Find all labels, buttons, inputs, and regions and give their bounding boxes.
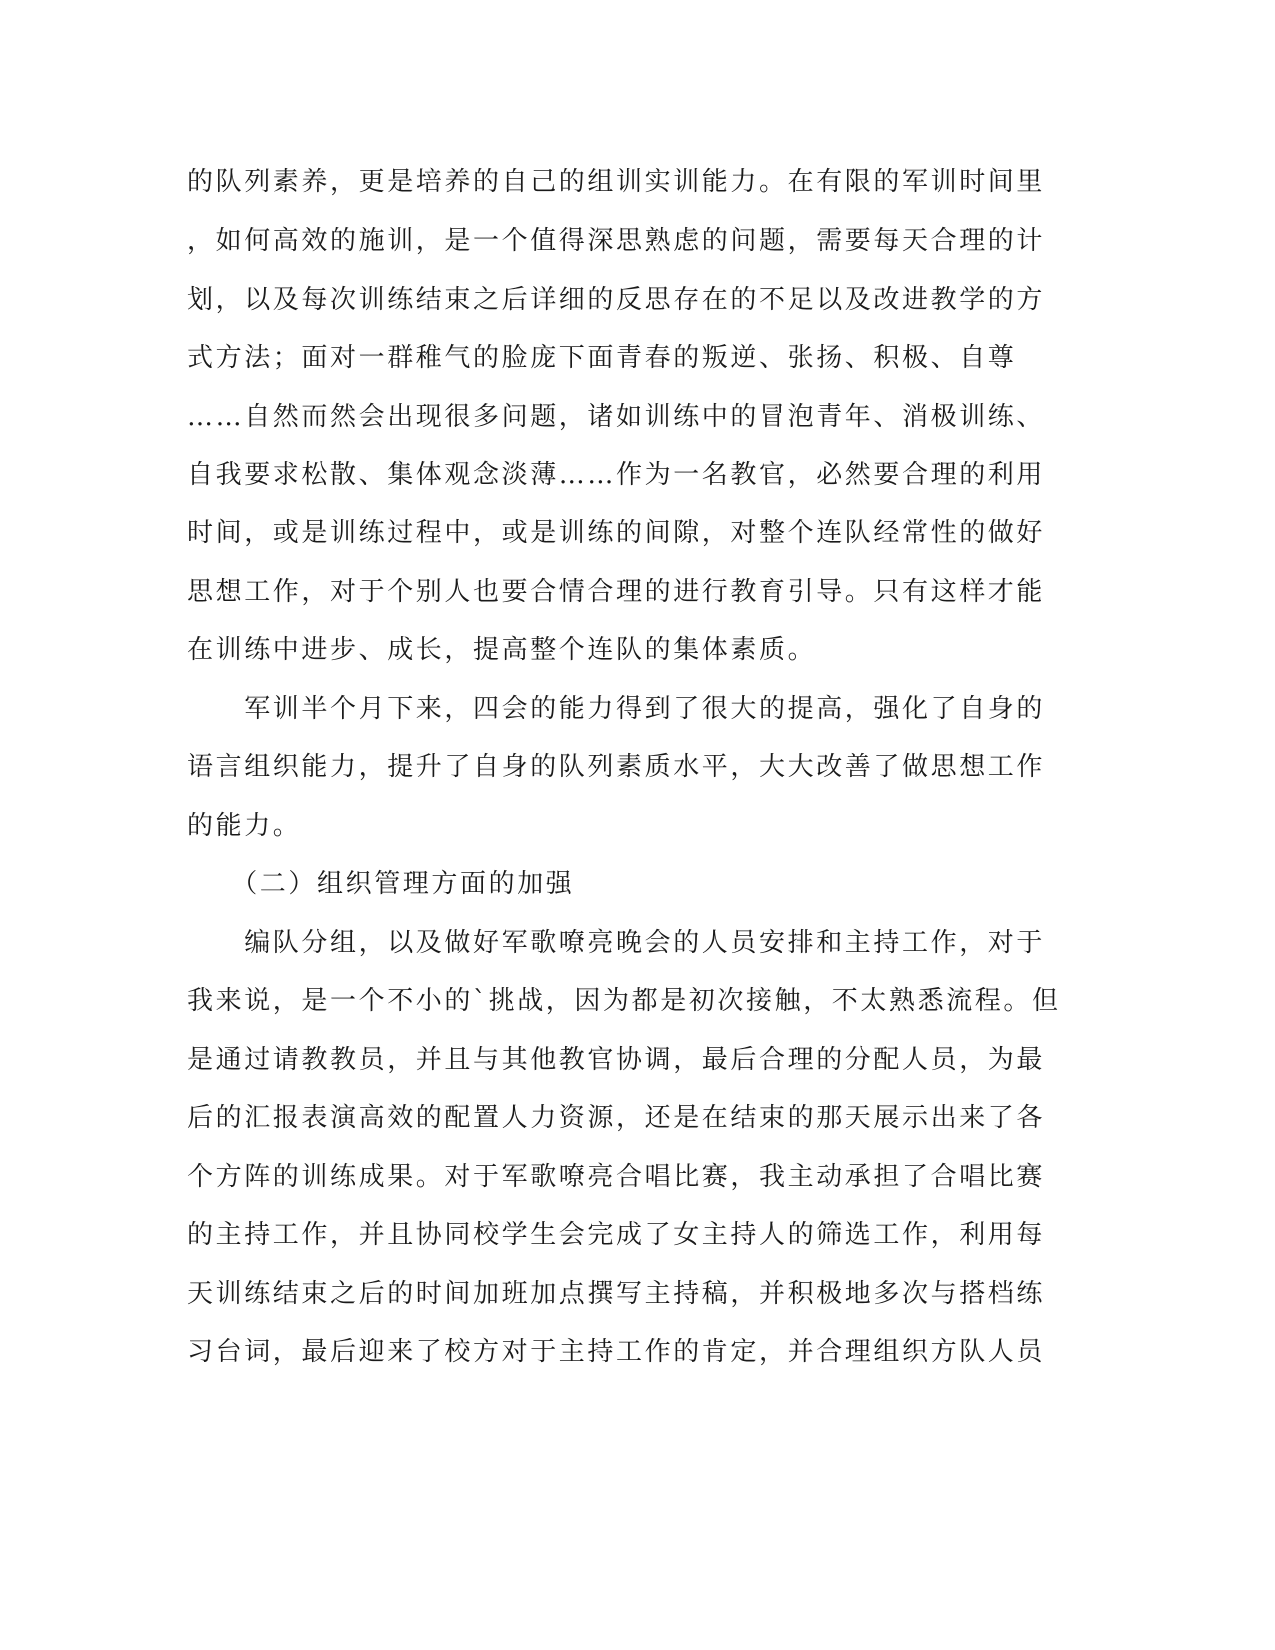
text-line: 划，以及每次训练结束之后详细的反思存在的不足以及改进教学的方 (187, 285, 1046, 315)
text-line: ，如何高效的施训，是一个值得深思熟虑的问题，需要每天合理的计 (187, 226, 1046, 256)
text-line: 个方阵的训练成果。对于军歌嘹亮合唱比赛，我主动承担了合唱比赛 (187, 1162, 1046, 1192)
text-line: 思想工作，对于个别人也要合情合理的进行教育引导。只有这样才能 (187, 577, 1046, 607)
text-line: 天训练结束之后的时间加班加点撰写主持稿，并积极地多次与搭档练 (187, 1279, 1046, 1309)
text-line: 后的汇报表演高效的配置人力资源，还是在结束的那天展示出来了各 (187, 1103, 1046, 1133)
text-line: 的能力。 (187, 811, 302, 841)
text-line: 在训练中进步、成长，提高整个连队的集体素质。 (187, 635, 817, 665)
text-line: 习台词，最后迎来了校方对于主持工作的肯定，并合理组织方队人员 (187, 1337, 1046, 1367)
text-line: 的主持工作，并且协同校学生会完成了女主持人的筛选工作，利用每 (187, 1220, 1046, 1250)
text-line: 时间，或是训练过程中，或是训练的间隙，对整个连队经常性的做好 (187, 518, 1046, 548)
text-line: 自我要求松散、集体观念淡薄……作为一名教官，必然要合理的利用 (187, 460, 1046, 490)
text-line: 是通过请教教员，并且与其他教官协调，最后合理的分配人员，为最 (187, 1045, 1046, 1075)
text-line: 式方法；面对一群稚气的脸庞下面青春的叛逆、张扬、积极、自尊 (187, 343, 1017, 373)
section-heading: （二）组织管理方面的加强 (187, 869, 575, 899)
paragraph-start: 编队分组，以及做好军歌嘹亮晚会的人员安排和主持工作，对于 (187, 928, 1046, 958)
text-line: 语言组织能力，提升了自身的队列素质水平，大大改善了做思想工作 (187, 752, 1046, 782)
paragraph-start: 军训半个月下来，四会的能力得到了很大的提高，强化了自身的 (187, 694, 1046, 724)
text-line: ……自然而然会出现很多问题，诸如训练中的冒泡青年、消极训练、 (187, 402, 1046, 432)
text-line: 的队列素养，更是培养的自己的组训实训能力。在有限的军训时间里 (187, 167, 1046, 197)
text-line: 我来说，是一个不小的`挑战，因为都是初次接触，不太熟悉流程。但 (187, 986, 1061, 1016)
